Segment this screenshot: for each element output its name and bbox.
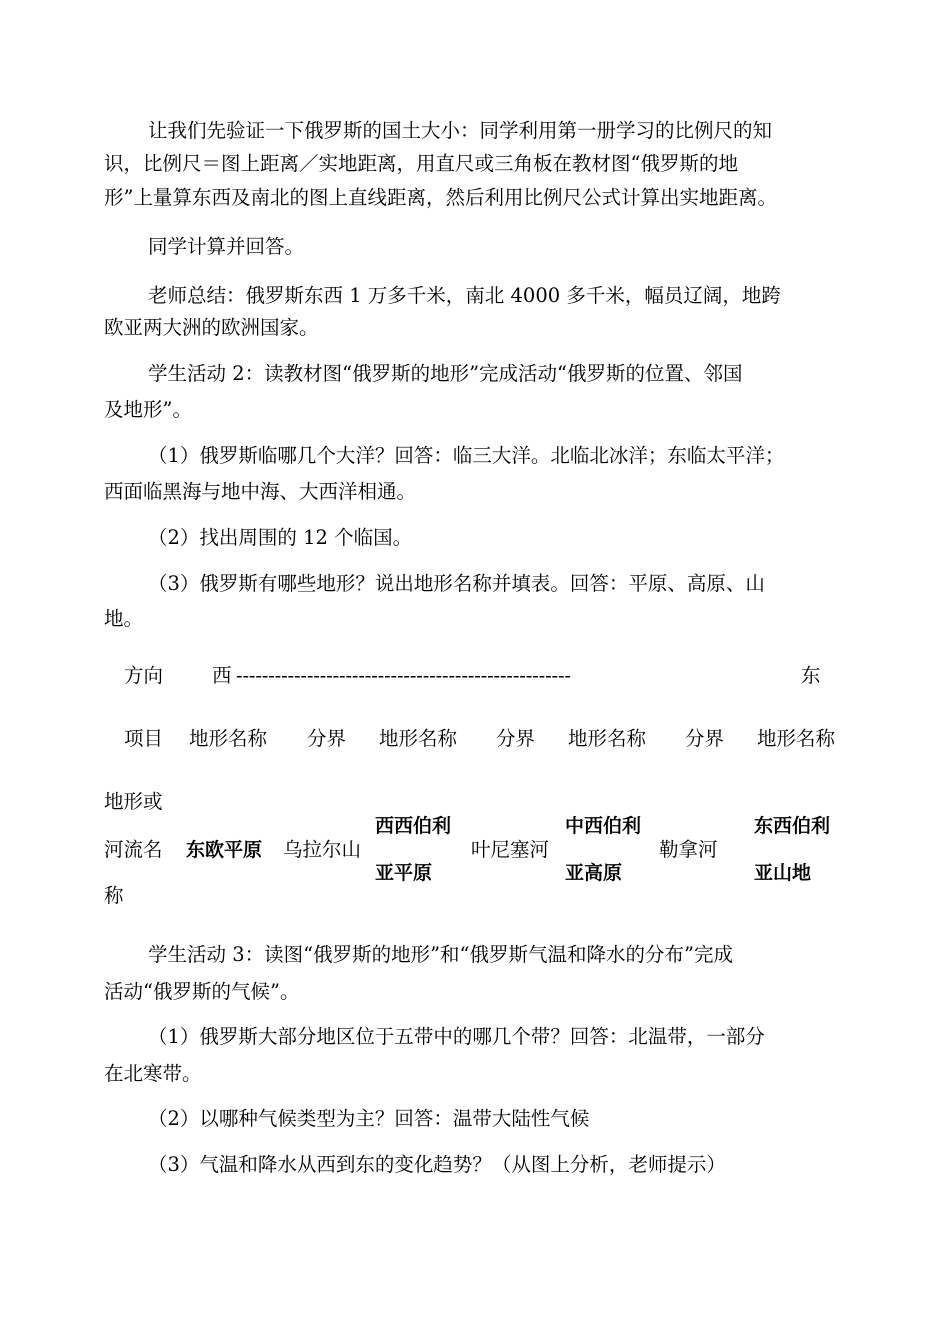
header-cell: 地形名称 (379, 727, 458, 750)
paragraph-line: 学生活动 2：读教材图“俄罗斯的地形”完成活动“俄罗斯的位置、邻国 (148, 362, 743, 385)
boundary-cell: 叶尼塞河 (471, 838, 550, 861)
header-cell: 分界 (307, 727, 347, 750)
direction-west: 西 (212, 664, 232, 687)
paragraph-line: 西面临黑海与地中海、大西洋相通。 (104, 480, 417, 503)
paragraph-line: 识，比例尺＝图上距离／实地距离，用直尺或三角板在教材图“俄罗斯的地 (104, 152, 738, 175)
header-cell: 地形名称 (757, 727, 836, 750)
terrain-cell: 东欧平原 (186, 839, 263, 861)
paragraph-line: （1）俄罗斯大部分地区位于五带中的哪几个带？回答：北温带，一部分 (148, 1025, 765, 1048)
boundary-cell: 乌拉尔山 (283, 838, 362, 861)
paragraph-line: （2）找出周围的 12 个临国。 (148, 526, 413, 549)
header-cell: 分界 (685, 727, 725, 750)
paragraph-line: 让我们先验证一下俄罗斯的国土大小：同学利用第一册学习的比例尺的知 (148, 119, 773, 142)
paragraph-line: （1）俄罗斯临哪几个大洋？回答：临三大洋。北临北冰洋；东临太平洋； (148, 444, 785, 467)
paragraph-line: （3）俄罗斯有哪些地形？说出地形名称并填表。回答：平原、高原、山 (148, 572, 765, 595)
row-label: 地形或 (104, 790, 163, 813)
boundary-cell: 勒拿河 (659, 838, 718, 861)
header-cell: 项目 (124, 727, 164, 750)
terrain-cell: 西西伯利 (375, 815, 452, 837)
direction-east: 东 (801, 664, 821, 687)
paragraph-line: 地。 (104, 607, 144, 630)
paragraph-line: 欧亚两大洲的欧洲国家。 (104, 316, 319, 339)
header-cell: 地形名称 (189, 727, 268, 750)
terrain-cell: 中西伯利 (565, 815, 642, 837)
terrain-cell: 亚平原 (375, 862, 433, 884)
paragraph-line: （2）以哪种气候类型为主？回答：温带大陆性气候 (148, 1107, 590, 1130)
header-cell: 地形名称 (568, 727, 647, 750)
direction-label: 方向 (124, 664, 164, 687)
row-label: 称 (104, 884, 124, 907)
terrain-cell: 亚高原 (565, 862, 623, 884)
paragraph-line: 学生活动 3：读图“俄罗斯的地形”和“俄罗斯气温和降水的分布”完成 (148, 943, 733, 966)
paragraph-line: 同学计算并回答。 (148, 235, 305, 258)
row-label: 河流名 (104, 838, 163, 861)
terrain-cell: 亚山地 (754, 862, 812, 884)
paragraph-line: 形”上量算东西及南北的图上直线距离，然后利用比例尺公式计算出实地距离。 (104, 186, 777, 209)
paragraph-line: 活动“俄罗斯的气候”。 (104, 980, 300, 1003)
paragraph-line: （3）气温和降水从西到东的变化趋势？（从图上分析，老师提示） (148, 1153, 726, 1176)
direction-dashes: ---------------------------------------------------- (236, 664, 571, 687)
header-cell: 分界 (496, 727, 536, 750)
terrain-cell: 东西伯利 (754, 815, 831, 837)
paragraph-line: 在北寒带。 (104, 1062, 202, 1085)
paragraph-line: 老师总结：俄罗斯东西 1 万多千米，南北 4000 多千米，幅员辽阔，地跨 (148, 284, 781, 307)
paragraph-line: 及地形”。 (104, 398, 192, 421)
